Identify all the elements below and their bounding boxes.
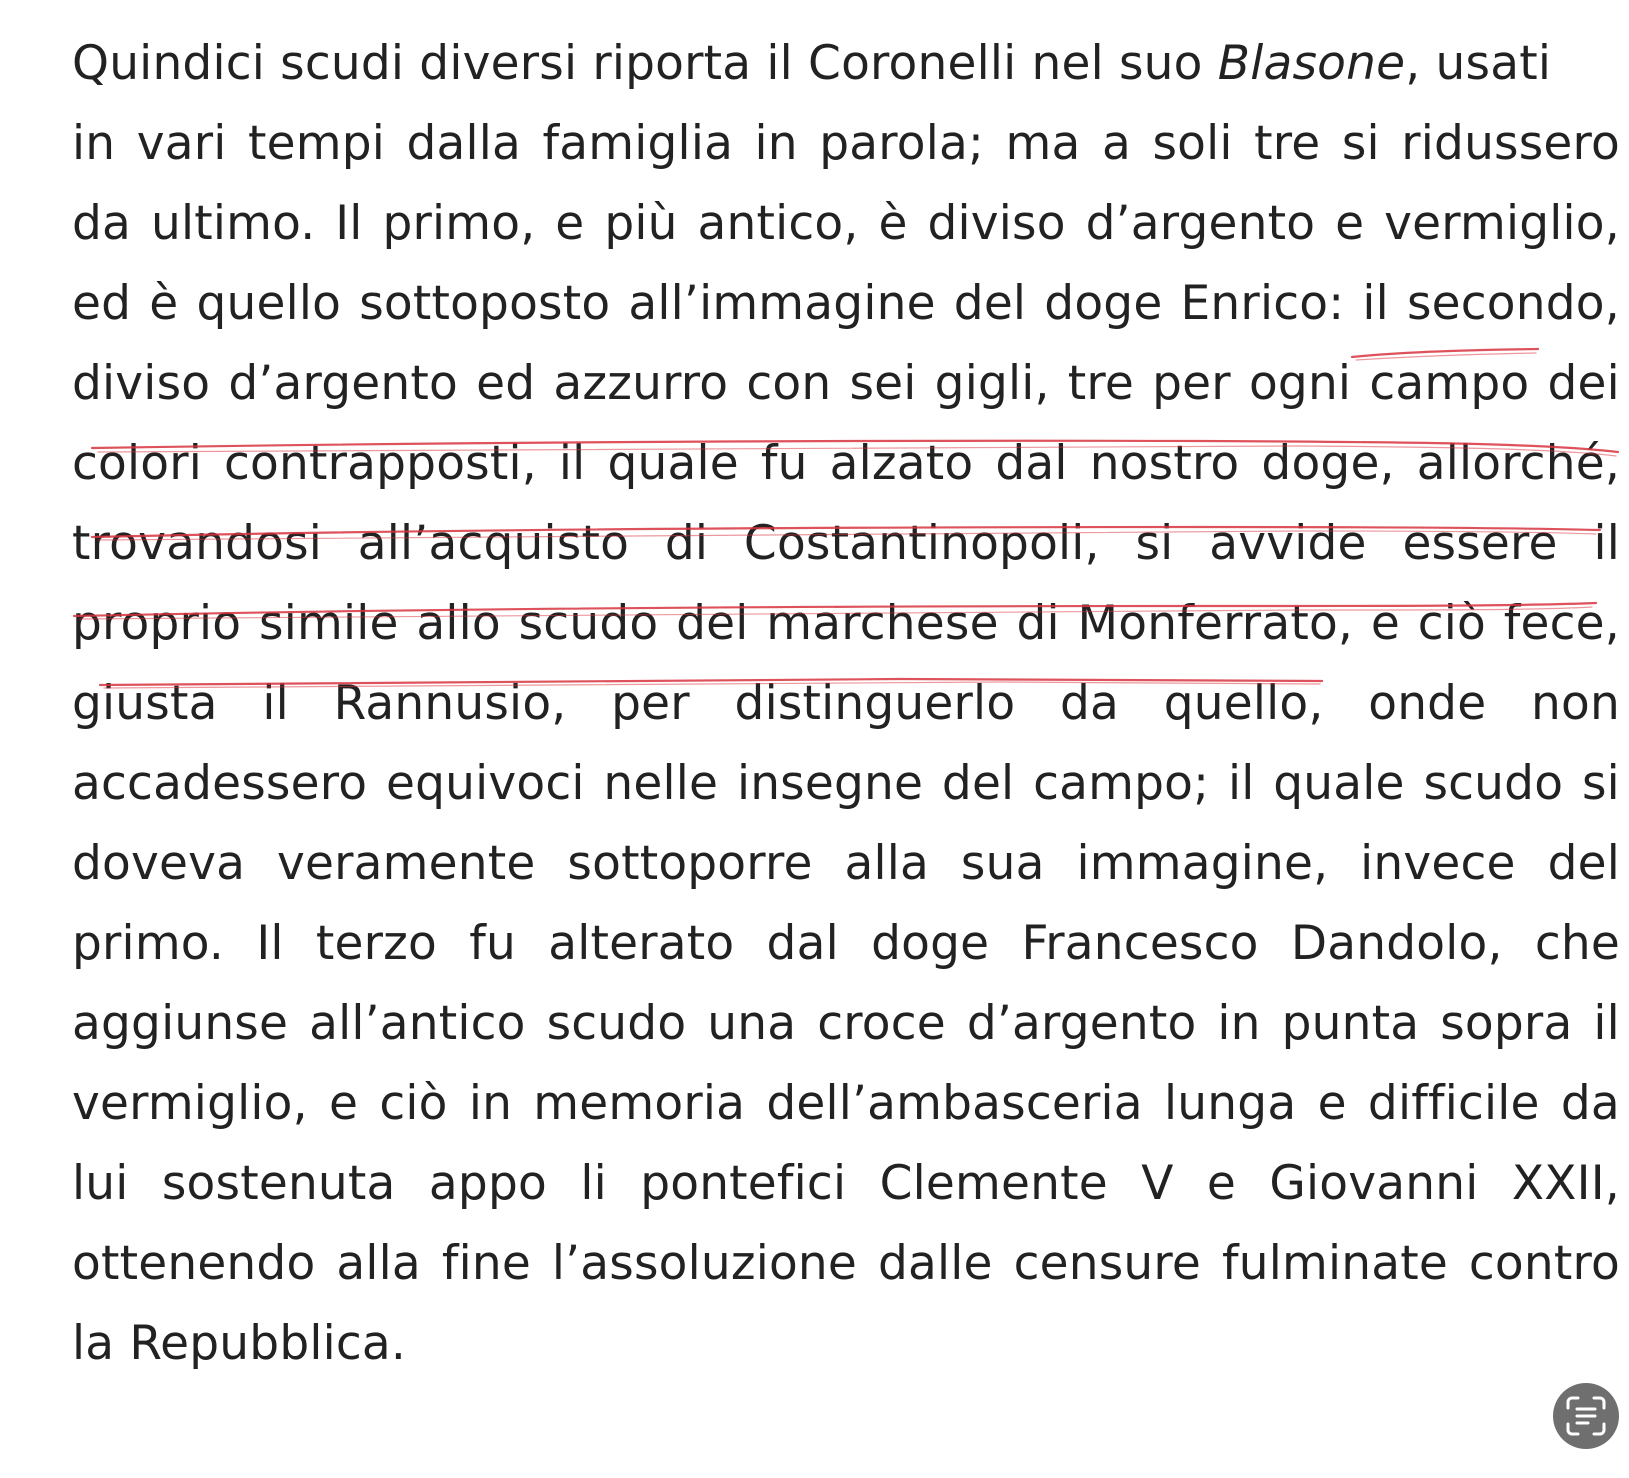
word: è bbox=[149, 276, 179, 331]
word: essere bbox=[1402, 516, 1558, 571]
word: invece bbox=[1360, 836, 1516, 891]
word: e bbox=[1317, 1076, 1347, 1131]
word: alla bbox=[844, 836, 929, 891]
text-line-3 bbox=[72, 192, 1620, 256]
word: antico, bbox=[697, 196, 859, 251]
word: all’antico bbox=[309, 996, 526, 1051]
word: vermiglio, bbox=[72, 1076, 308, 1131]
word: nostro bbox=[1089, 436, 1240, 491]
word: si bbox=[1341, 116, 1380, 171]
word: colori bbox=[72, 436, 202, 491]
word: d’argento bbox=[966, 996, 1197, 1051]
word: una bbox=[707, 996, 797, 1051]
text-line-8 bbox=[72, 592, 1620, 656]
text-segment: , usati bbox=[1405, 36, 1552, 91]
word: fulminate bbox=[1221, 1236, 1448, 1291]
word: allorché, bbox=[1416, 436, 1620, 491]
word: onde bbox=[1368, 676, 1487, 731]
word: dal bbox=[766, 916, 839, 971]
word: e bbox=[555, 196, 585, 251]
word: sottoporre bbox=[567, 836, 813, 891]
word: ridussero bbox=[1401, 116, 1620, 171]
word: di bbox=[1016, 596, 1060, 651]
text-line-13 bbox=[72, 992, 1620, 1056]
word: da bbox=[72, 196, 132, 251]
word: scudo bbox=[1423, 756, 1564, 811]
word: alterato bbox=[548, 916, 735, 971]
text-line-5 bbox=[72, 352, 1620, 416]
word: fu bbox=[469, 916, 516, 971]
text-line-16 bbox=[72, 1232, 1620, 1296]
word: tempi bbox=[248, 116, 386, 171]
word: si bbox=[1581, 756, 1620, 811]
word: dal bbox=[995, 436, 1068, 491]
word: gigli, bbox=[934, 356, 1050, 411]
text-line-17: la Repubblica. bbox=[72, 1316, 407, 1371]
word: pontefici bbox=[640, 1156, 847, 1211]
word: diviso bbox=[72, 356, 211, 411]
word: ciò bbox=[379, 1076, 448, 1131]
word: il bbox=[262, 676, 289, 731]
word: dei bbox=[1547, 356, 1620, 411]
word: XXII, bbox=[1511, 1156, 1620, 1211]
text-scan-button[interactable] bbox=[1553, 1383, 1619, 1449]
word: insegne bbox=[736, 756, 924, 811]
word: in bbox=[468, 1076, 513, 1131]
word: scudo bbox=[518, 596, 659, 651]
word: d’argento bbox=[228, 356, 458, 411]
word: quale bbox=[607, 436, 739, 491]
text-line-12 bbox=[72, 912, 1620, 976]
word: azzurro bbox=[553, 356, 729, 411]
word: dalle bbox=[877, 1236, 993, 1291]
text-line-4 bbox=[72, 272, 1620, 336]
word: sottoposto bbox=[359, 276, 611, 331]
word: in bbox=[754, 116, 798, 171]
word: vari bbox=[136, 116, 227, 171]
word: croce bbox=[817, 996, 946, 1051]
word: ed bbox=[72, 276, 132, 331]
word: con bbox=[746, 356, 832, 411]
word: aggiunse bbox=[72, 996, 289, 1051]
text-line-9 bbox=[72, 672, 1620, 736]
book-title: Blasone bbox=[1217, 36, 1406, 91]
word: quale bbox=[1273, 756, 1405, 811]
text-line-15 bbox=[72, 1152, 1620, 1216]
word: fine bbox=[441, 1236, 531, 1291]
word: marchese bbox=[766, 596, 999, 651]
word: e bbox=[1335, 196, 1365, 251]
word: all’acquisto bbox=[357, 516, 630, 571]
word: e bbox=[328, 1076, 359, 1131]
word: Monferrato, bbox=[1077, 596, 1354, 651]
word: primo, bbox=[382, 196, 536, 251]
word: tre bbox=[1067, 356, 1135, 411]
word: a bbox=[1101, 116, 1131, 171]
word: alla bbox=[336, 1236, 421, 1291]
word: ogni bbox=[1248, 356, 1352, 411]
word: il bbox=[1227, 756, 1255, 811]
word: di bbox=[664, 516, 709, 571]
word: dell’ambasceria bbox=[766, 1076, 1143, 1131]
text-line-14 bbox=[72, 1072, 1620, 1136]
word: ed bbox=[476, 356, 536, 411]
word: si bbox=[1135, 516, 1174, 571]
word: del bbox=[1547, 836, 1620, 891]
word: sei bbox=[849, 356, 917, 411]
word: V bbox=[1141, 1156, 1174, 1211]
word: alzato bbox=[829, 436, 974, 491]
word: doge, bbox=[1261, 436, 1395, 491]
word: sua bbox=[960, 836, 1045, 891]
word: trovandosi bbox=[72, 516, 323, 571]
word: del bbox=[941, 756, 1015, 811]
word: doveva bbox=[72, 836, 246, 891]
word: Il bbox=[256, 916, 284, 971]
word: secondo, bbox=[1406, 276, 1620, 331]
word: fece, bbox=[1503, 596, 1620, 651]
word: campo; bbox=[1033, 756, 1210, 811]
word: scudo bbox=[546, 996, 687, 1051]
word: giusta bbox=[72, 676, 218, 731]
word: Clemente bbox=[879, 1156, 1108, 1211]
word: in bbox=[72, 116, 116, 171]
word: accadessero bbox=[72, 756, 368, 811]
word: fu bbox=[760, 436, 808, 491]
word: il bbox=[1593, 516, 1620, 571]
word: quello bbox=[196, 276, 342, 331]
word: che bbox=[1534, 916, 1620, 971]
word: è bbox=[878, 196, 908, 251]
word: Giovanni bbox=[1269, 1156, 1479, 1211]
word: diviso bbox=[927, 196, 1066, 251]
word: Dandolo, bbox=[1290, 916, 1503, 971]
word: li bbox=[580, 1156, 607, 1211]
word: sopra bbox=[1440, 996, 1573, 1051]
word: ultimo. bbox=[150, 196, 316, 251]
word: punta bbox=[1281, 996, 1420, 1051]
word: quello, bbox=[1163, 676, 1324, 731]
word: da bbox=[1060, 676, 1120, 731]
text-line-2 bbox=[72, 112, 1620, 176]
word: tre bbox=[1254, 116, 1321, 171]
word: difficile bbox=[1367, 1076, 1540, 1131]
word: all’immagine bbox=[628, 276, 936, 331]
word: nelle bbox=[603, 756, 719, 811]
word: il bbox=[1362, 276, 1389, 331]
word: contro bbox=[1468, 1236, 1620, 1291]
word: non bbox=[1531, 676, 1620, 731]
word: il bbox=[558, 436, 586, 491]
word: del bbox=[676, 596, 749, 651]
word: memoria bbox=[533, 1076, 746, 1131]
word: lunga bbox=[1164, 1076, 1297, 1131]
word: ma bbox=[1005, 116, 1081, 171]
word: ottenendo bbox=[72, 1236, 316, 1291]
word: Francesco bbox=[1021, 916, 1259, 971]
word: proprio bbox=[72, 596, 242, 651]
word: in bbox=[1217, 996, 1261, 1051]
word: Il bbox=[335, 196, 363, 251]
text-segment: Quindici scudi diversi riporta il Coronelli nel suo bbox=[72, 36, 1218, 91]
word: avvide bbox=[1209, 516, 1367, 571]
word: dalla bbox=[406, 116, 522, 171]
word: contrapposti, bbox=[224, 436, 537, 491]
word: per bbox=[611, 676, 690, 731]
word: l’assoluzione bbox=[551, 1236, 858, 1291]
word: Costantinopoli, bbox=[743, 516, 1100, 571]
word: censure bbox=[1013, 1236, 1202, 1291]
word: vermiglio, bbox=[1384, 196, 1620, 251]
word: da bbox=[1560, 1076, 1620, 1131]
word: ciò bbox=[1417, 596, 1486, 651]
word: e bbox=[1370, 596, 1400, 651]
text-line-6 bbox=[72, 432, 1620, 496]
word: immagine, bbox=[1076, 836, 1329, 891]
word: famiglia bbox=[542, 116, 734, 171]
word: veramente bbox=[277, 836, 536, 891]
word: soli bbox=[1152, 116, 1233, 171]
word: primo. bbox=[72, 916, 225, 971]
word: per bbox=[1152, 356, 1231, 411]
word: distinguerlo bbox=[734, 676, 1016, 731]
word: doge bbox=[1044, 276, 1163, 331]
text-line-10 bbox=[72, 752, 1620, 816]
word: allo bbox=[416, 596, 501, 651]
word: parola; bbox=[819, 116, 985, 171]
text-line-7 bbox=[72, 512, 1620, 576]
word: simile bbox=[259, 596, 399, 651]
word: Rannusio, bbox=[333, 676, 567, 731]
word: appo bbox=[428, 1156, 547, 1211]
word: lui bbox=[72, 1156, 129, 1211]
word: più bbox=[604, 196, 678, 251]
word: doge bbox=[871, 916, 990, 971]
word: e bbox=[1206, 1156, 1237, 1211]
word: equivoci bbox=[385, 756, 585, 811]
word: sostenuta bbox=[161, 1156, 396, 1211]
word: Enrico: bbox=[1180, 276, 1345, 331]
word: campo bbox=[1369, 356, 1530, 411]
word: il bbox=[1593, 996, 1620, 1051]
text-line-11 bbox=[72, 832, 1620, 896]
text-scan-icon bbox=[1564, 1394, 1608, 1438]
word: d’argento bbox=[1085, 196, 1316, 251]
word: terzo bbox=[315, 916, 437, 971]
text-line-1 bbox=[72, 32, 1620, 96]
word: del bbox=[953, 276, 1027, 331]
